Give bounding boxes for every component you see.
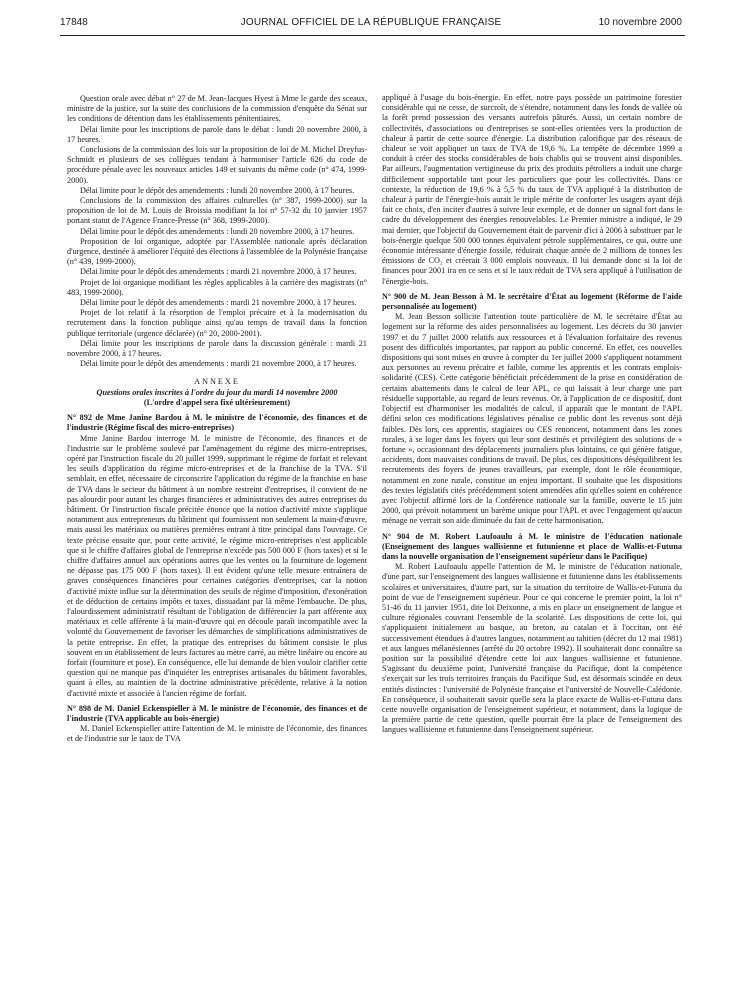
paragraph: M. Daniel Eckenspieller attire l'attention de M. le ministre de l'économie, des finances et de l'industrie sur le taux de TVA <box>67 724 367 744</box>
paragraph: Délai limite pour le dépôt des amendements : lundi 20 novembre 2000, à 17 heures. <box>80 185 355 195</box>
paragraph: Délai limite pour les inscriptions de parole dans le débat : lundi 20 novembre 2000, à 17 heures. <box>67 124 367 144</box>
paragraph: Délai limite pour les inscriptions de parole dans la discussion générale : mardi 21 novembre 2000, à 17 heures. <box>67 338 367 359</box>
journal-title: JOURNAL OFFICIEL DE LA RÉPUBLIQUE FRANÇAISE <box>240 17 502 28</box>
annexe-subtitle: Questions orales inscrites à l'ordre du jour du mardi 14 novembre 2000 <box>96 387 338 397</box>
question-heading: N° 900 de M. Jean Besson à M. le secrétaire d'État au logement (Réforme de l'aide personnalisée au logement) <box>382 291 682 312</box>
paragraph: M. Jean Besson sollicite l'attention toute particulière de M. le secrétaire d'État au logement sur la réforme des aides personnalisées au logement. Les décrets du 30 janvier 1997 et du 7 juillet 2000 relatifs aux ressources et à l'évaluation forfaitaire des revenus posent des difficultés importantes, par rapport au public concerné. En effet, ces nouvelles dispositions qui sont mises en œuvre à compter du 1er juillet 2000 s'appliquent notamment aux personnes au revenu précaire et faible, comme les apprentis et les contrats emplois-solidarité (CES). Cette catégorie bénéficiait précédemment de la prise en considération de certains abattements dans le calcul de leur APL, ce qui laissait à leur charge une part résiduelle supportable, au regard de leurs revenus. Or, à l'application de ce dispositif, dont l'objectif est d'harmoniser les modalités de calcul, il apparaît que le montant de l'APL défini selon ces modifications législatives pénalise ce public dont les revenus sont déjà faibles. Dès lors, ces apprentis, stagiaires ou CES renoncent, notamment dans les zones rurales, à se loger dans les foyers qui leur sont destinés et privilégient des solutions de « fortune », occasionnant des déplacements journaliers plus lointains, ce qui génère fatigue, accidents, dont mauvaises conditions de travail. De plus, ces dispositions déséquilibrent les recrutements des foyers de jeunes travailleurs, par exemple, dont le rôle économique, notamment en zone rurale, constitue un enjeu important. Il souhaite que les dispositions des textes législatifs cités précédemment soient amendées afin qu'elles soient en cohérence avec l'objectif affirmé lors de la Conférence nationale sur la famille, ouverte le 15 juin 2000, qui prévoit notamment un barème unique pour l'APL et avec l'engagement qu'aucun ménage ne verrait son aide diminuée du fait de cette harmonisation. <box>382 312 682 526</box>
paragraph: appliqué à l'usage du bois-énergie. En effet, notre pays possède un patrimoine forestier considérable qui ne cesse, de surcroît, de s'étendre, notamment dans les fonds de vallée où la forêt prend possession des versants autrefois pâturés. Aussi, un certain nombre de collectivités, d'associations ou d'entreprises se sont-elles orientées vers la production de chaleur à partir de cette source d'énergie. La distribution calorifique par des réseaux de chaleur se voit appliquer un taux de TVA de 19,6 %. La tempête de décembre 1999 a conduit à créer des stocks considérables de bois chablis qui se trouvent ainsi disponibles. Par ailleurs, l'augmentation vertigineuse du prix des produits pétroliers a induit une charge difficilement supportable tant pour les particuliers que pour les collectivités. Dans ce contexte, la réduction de 19,6 % à 5,5 % du taux de TVA appliqué à la distribution de chaleur à partir de l'énergie-bois aurait le triple mérite de conforter les usagers ayant déjà fait ce choix, d'en inciter d'autres à suivre leur exemple, et de donner un signal fort dans le cadre du développement des énergies renouvelables. Le Premier ministre a indiqué, le 29 mai dernier, que l'objectif du Gouvernement était de parvenir d'ici à 2006 à substituer par le bois-énergie quelque 500 000 tonnes équivalent pétrole supplémentaires, ce qui, outre une économie intéressante d'énergie fossile, réduirait chaque année de 2 millions de tonnes les émissions de CO₂ et créerait 3 000 emplois nouveaux. Il lui demande donc si la loi de finances pour 2001 ira en ce sens et si le taux réduit de TVA sera appliqué à l'utilisation de l'énergie-bois. <box>382 93 682 286</box>
paragraph: Proposition de loi organique, adoptée par l'Assemblée nationale après déclaration d'urgence, destinée à améliorer l'équité des élections à l'assemblée de la Polynésie française (n° 439, 1999-2000). <box>67 236 367 267</box>
paragraph: Conclusions de la commission des affaires culturelles (n° 387, 1999-2000) sur la proposition de loi de M. Louis de Broissia modifiant la loi n° 57-32 du 10 janvier 1957 portant statut de l'Agence France-Presse (n° 368, 1999-2000). <box>67 196 367 226</box>
question-heading: N° 904 de M. Robert Laufoaulu à M. le ministre de l'éducation nationale (Enseignement des langues wallisienne et futunienne et place de Wallis-et-Futuna dans la nouvelle organisation de l'enseignement supérieur dans le Pacifique) <box>382 531 682 561</box>
paragraph: Mme Janine Bardou interroge M. le ministre de l'économie, des finances et de l'industrie sur le problème soulevé par l'aménagement du régime des micro-entreprises, opéré par l'instruction fiscale du 20 juillet 1999, supprimant le régime de forfait et relevant les seuils d'application du régime micro-entreprises et de la franchise de la TVA. S'il semblait, en effet, nécessaire de circonscrire l'application du régime de la franchise en base de TVA dans le secteur du bâtiment à un nombre restreint d'entreprises, il convient de ne pas alourdir pour autant les charges financières et administratives des autres entreprises du bâtiment. Or l'instruction fiscale précitée énonce que la notion d'activité mixte s'applique notamment aux entrepreneurs du bâtiment qui fournissent non seulement la main-d'œuvre, mais aussi les matériaux ou matières premières entrant à titre principal dans l'ouvrage. Ce texte précise ensuite que, pour cette activité, le régime micro-entreprises n'est applicable que si le chiffre d'affaires global de l'entreprise n'excède pas 500 000 F (hors taxes) et si le chiffre d'affaires annuel aux opérations autres que les ventes ou la fourniture de logement ne dépasse pas 175 000 F (hors taxes). Il est évident qu'une telle mesure entraînera de graves conséquences financières pour certaines catégories d'entreprises, car la notion d'activité mixte influe sur la détermination des seuils de régime d'imposition, d'exonération et de déduction de certains impôts et taxes, dissuadant par là même l'embauche. De plus, l'alourdissement administratif résultant de l'obligation de différencier la part afférente aux matériaux et celle afférente à la main-d'œuvre qui en découle paraît incompatible avec la volonté du Gouvernement de favoriser les démarches de simplifications administratives de la petite entreprise. En effet, la pratique des entreprises du bâtiment consiste le plus souvent en un établissement de leurs factures au mètre carré, au mètre linéaire ou encore au forfait (fourniture et pose). En conséquence, elle lui demande de bien vouloir clarifier cette question qui ne manque pas d'inquiéter les entreprises artisanales du bâtiment favorables, quant à elles, au maintien de la doctrine administrative précédente, relative à la notion d'activité mixte et associée à l'ancien régime de forfait. <box>67 433 367 698</box>
paragraph: Délai limite pour le dépôt des amendements : mardi 21 novembre 2000, à 17 heures. <box>80 267 357 277</box>
paragraph: M. Robert Laufoaulu appelle l'attention de M. le ministre de l'éducation nationale, d'une part, sur l'enseignement des langues wallisienne et futunienne dans les établissements scolaires et universitaires, d'autre part, sur la situation du territoire de Wallis-et-Futuna du point de vue de l'enseignement supérieur. Pour ce qui concerne le premier point, la loi n° 51-46 du 11 janvier 1951, dite loi Deixonne, a mis en place un enseignement de langue et culture régionales couvrant l'ensemble de la scolarité. Les dispositions de cette loi, qui s'appliquaient initialement au basque, au breton, au catalan et à l'occitan, ont été successivement étendues à d'autres langues, notamment au tahitien (décret du 12 mai 1981) et aux langues mélanésiennes (arrêté du 20 octobre 1992). Il souhaiterait donc connaître sa position sur la possibilité d'étendre cette loi aux langues wallisienne et futunienne. S'agissant du deuxième point, l'université française du Pacifique, dont la compétence s'exerçait sur les trois territoires français du Pacifique Sud, est désormais scindée en deux entités distinctes : l'université de Polynésie française et l'université de Nouvelle-Calédonie. En conséquence, il souhaiterait savoir quelle sera la place exacte de Wallis-et-Futuna dans cette nouvelle organisation de l'enseignement supérieur, et notamment, dans la logique de la première partie de cette question, quelle pourrait être la place de l'enseignement des langues wallisienne et futunienne dans l'enseignement supérieur. <box>382 562 682 735</box>
paragraph: Délai limite pour le dépôt des amendements : mardi 21 novembre 2000, à 17 heures. <box>80 298 357 308</box>
call-order-note: (L'ordre d'appel sera fixé ultérieurement) <box>143 397 291 407</box>
right-column <box>382 93 682 979</box>
question-heading: N° 892 de Mme Janine Bardou à M. le ministre de l'économie, des finances et de l'industrie (Régime fiscal des micro-entreprises) <box>67 413 367 433</box>
paragraph: Délai limite pour le dépôt des amendements : lundi 20 novembre 2000, à 17 heures. <box>80 226 355 236</box>
page-number: 17848 <box>60 17 88 28</box>
issue-date: 10 novembre 2000 <box>598 17 682 28</box>
paragraph: Question orale avec débat n° 27 de M. Jean-Jacques Hyest à Mme le garde des sceaux, ministre de la justice, sur la suite des conclusions de la commission d'enquête du Sénat sur les conditions de détention dans les établissements pénitentiaires. <box>67 94 367 124</box>
page-header <box>60 17 682 31</box>
question-heading: N° 898 de M. Daniel Eckenspieller à M. le ministre de l'économie, des finances et de l'industrie (TVA applicable au bois-énergie) <box>67 703 367 723</box>
paragraph: Projet de loi relatif à la résorption de l'emploi précaire et à la modernisation du recrutement dans la fonction publique ainsi qu'au temps de travail dans la fonction publique territoriale (urgence déclarée) (n° 20, 2000-2001). <box>67 308 367 338</box>
paragraph: Conclusions de la commission des lois sur la proposition de loi de M. Michel Dreyfus-Schmidt et plusieurs de ses collègues tendant à harmoniser l'article 626 du code de procédure pénale avec les nouveaux articles 149 et suivants du même code (n° 474, 1999-2000). <box>67 145 367 185</box>
annexe-title: ANNEXE <box>194 377 240 387</box>
paragraph: Projet de loi organique modifiant les règles applicables à la carrière des magistrats (n° 483, 1999-2000). <box>67 277 367 297</box>
paragraph: Délai limite pour le dépôt des amendements : mardi 21 novembre 2000, à 17 heures. <box>80 359 357 369</box>
left-column <box>67 94 367 979</box>
header-rule <box>60 35 685 36</box>
